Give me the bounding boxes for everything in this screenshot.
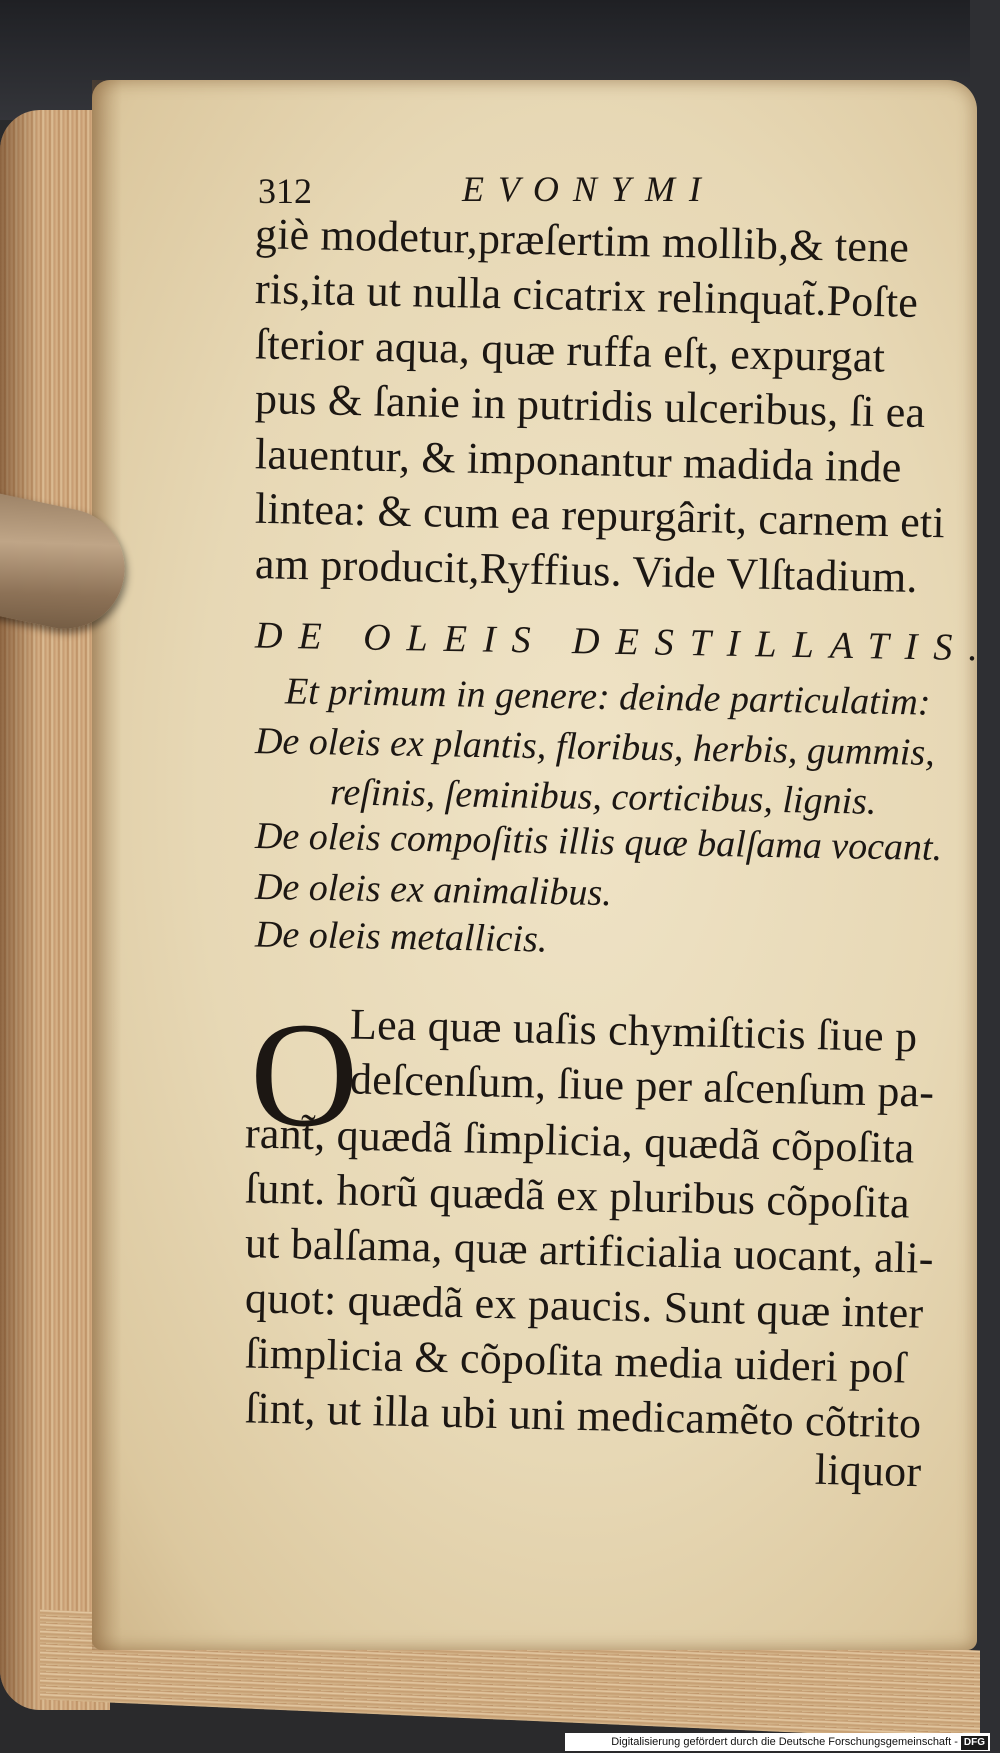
section-entry: De oleis compoſitis illis quæ balſama vocant. — [254, 815, 943, 869]
section-entry: De oleis metallicis. — [254, 913, 548, 961]
paragraph-line: ut balſama, quæ artificialia uocant, ali- — [244, 1218, 935, 1283]
section-subheading: Et primum in genere: deinde particulatim: — [284, 670, 931, 724]
body-line: lauentur, & imponantur madida inde — [254, 429, 902, 492]
body-line: ris,ita ut nulla cicatrix relinquat̃.Poſte — [254, 264, 919, 327]
paragraph-line: quot: quædã ex paucis. Sunt quæ inter — [244, 1273, 924, 1338]
body-line: lintea: & cum ea repurgârit, carnem eti — [254, 483, 946, 548]
body-line: giè modetur,præſertim mollib,& tene — [254, 209, 910, 272]
paragraph-line: ſimplicia & cõpoſita media uideri poſ — [244, 1328, 907, 1393]
body-line: am producit,Ryffius. Vide Vlſtadium. — [254, 539, 919, 602]
paragraph-line: rant̃, quædã ſimplicia, quædã cõpoſita — [244, 1108, 916, 1173]
section-entry: reſinis, ſeminibus, corticibus, lignis. — [329, 771, 877, 823]
body-line: ſterior aqua, quæ ruffa eſt, expurgat — [254, 319, 886, 382]
paragraph-line: ſunt. horũ quædã ex pluribus cõpoſita — [244, 1163, 911, 1228]
dfg-logo: DFG — [961, 1736, 988, 1750]
section-entry: De oleis ex animalibus. — [254, 865, 613, 915]
catchword: liquor — [814, 1444, 922, 1497]
digitization-credit — [565, 1733, 990, 1751]
paragraph-line: ſint, ut illa ubi uni medicamẽto cõtrito — [244, 1383, 922, 1448]
section-entry: De oleis ex plantis, floribus, herbis, gummis, — [254, 720, 936, 774]
page-number: 312 — [258, 171, 312, 211]
body-line: pus & ſanie in putridis ulceribus, ſi ea — [254, 373, 926, 438]
drop-initial: O — [250, 992, 359, 1158]
paragraph-line: deſcenſum, ſiue per aſcenſum pa- — [349, 1054, 935, 1117]
section-heading: DE OLEIS DESTILLATIS. — [254, 614, 995, 670]
running-head: EVONYMI — [462, 169, 715, 209]
credit-text: Digitalisierung gefördert durch die Deutsche Forschungsgemeinschaft - — [611, 1736, 958, 1748]
paragraph-line: Lea quæ uaſis chymiſticis ſiue p — [349, 999, 918, 1062]
